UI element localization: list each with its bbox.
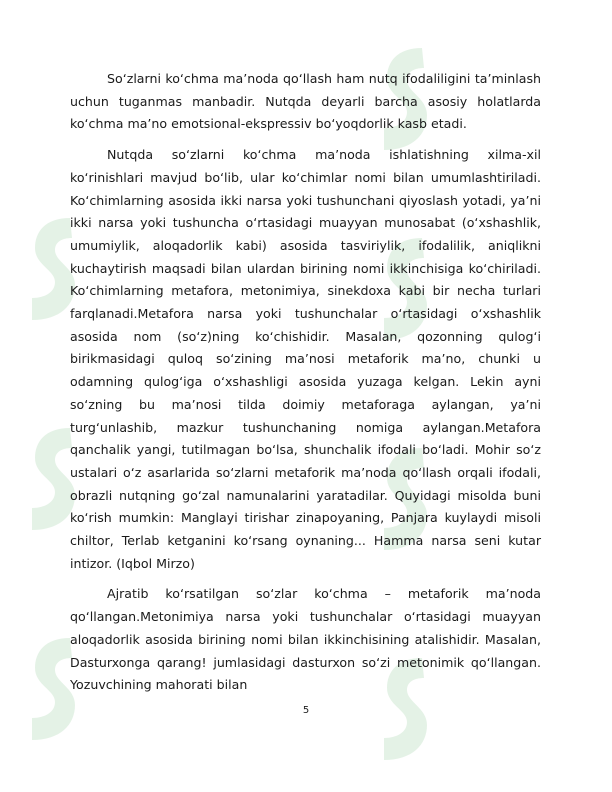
paragraph: So‘zlarni ko‘chma ma’noda qo‘llash ham nutq ifodaliligini ta’minlash uchun tuganmas manbadir. Nutqda deyarli barcha asosiy holatlarda ko‘chma ma’no emotsional-ekspressiv bo‘yoqdorlik kasb etadi. xyxy=(70,71,541,132)
body-text xyxy=(70,68,541,707)
page-number: 5 xyxy=(302,705,310,716)
paragraph: Nutqda so‘zlarni ko‘chma ma’noda ishlatishning xilma-xil ko‘rinishlari mavjud bo‘lib, ular ko‘chimlar nomi bilan umumlashtiriladi. Ko‘chimlarning asosida ikki narsa yoki tushunchani qiyoslash yotadi, ya’ni ikki narsa yoki tushuncha o‘rtasidagi muayyan munosabat (o‘xshashlik, umumiylik, aloqadorlik kabi) asosida tasviriylik, ifodalilik, aniqlikni kuchaytirish maqsadi bilan ulardan birining nomi ikkinchisiga ko‘chiriladi. Ko‘chimlarning metafora, metonimiya, sinekdoxa kabi bir necha turlari farqlanadi.Metafora narsa yoki tushunchalar o‘rtasidagi o‘xshashlik asosida nom (so‘z)ning ko‘chishidir. Masalan, qozonning qulog‘i birikmasidagi quloq so‘zining ma’nosi metaforik ma’no, chunki u odamning qulog‘iga o‘xshashligi asosida yuzaga kelgan. Lekin ayni so‘zning bu ma’nosi tilda doimiy metaforaga aylangan, ya’ni turg‘unlashib, mazkur tushunchaning nomiga aylangan.Metafora qanchalik yangi, tutilmagan bo‘lsa, shunchalik ifodali bo‘ladi. Mohir so‘z ustalari o‘z asarlarida so‘zlarni metaforik ma’noda qo‘llash orqali ifodali, obrazli nutqning go‘zal namunalarini yaratadilar. Quyidagi misolda buni ko‘rish mumkin: Manglayi tirishar zinapoyaning, Panjara kuylaydi misoli chiltor, Terlab ketganini ko‘rsang oynaning... Hamma narsa seni kutar intizor. (Iqbol Mirzo) xyxy=(70,147,541,571)
paragraph: Ajratib ko‘rsatilgan so‘zlar ko‘chma – metaforik ma’noda qo‘llangan.Metonimiya narsa yoki tushunchalar o‘rtasidagi muayyan aloqadorlik asosida birining nomi bilan ikkinchisining atalishidir. Masalan, Dasturxonga qarang! jumlasidagi dasturxon so‘zi metonimik qo‘llangan. Yozuvchining mahorati bilan xyxy=(70,586,541,693)
